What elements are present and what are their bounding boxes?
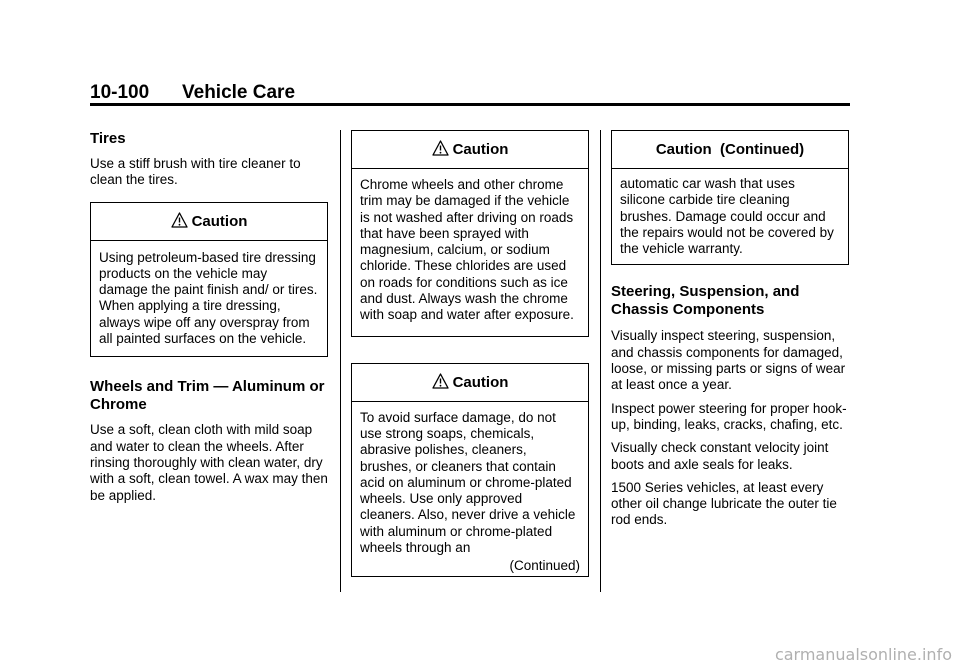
warning-triangle-icon <box>432 373 449 389</box>
steering-paragraph-3: Visually check constant velocity joint boots and axle seals for leaks. <box>611 440 829 472</box>
caution-box-chrome <box>351 130 589 337</box>
caution-box-tires <box>90 202 328 358</box>
caution-body: Using petroleum-based tire dressing products on the vehicle may damage the paint finish and/ or tires. When applying a tire dressing, always wipe off any overspray from all painted surfaces on the vehicle. <box>99 249 318 347</box>
tires-text: Use a stiff brush with tire cleaner to clean the tires. <box>90 156 301 188</box>
steering-paragraph-1: Visually inspect steering, suspension, and chassis components for damaged, loose, or missing parts or signs of wear at least once a year. <box>611 328 846 393</box>
caution-label: Caution <box>452 141 509 158</box>
steering-heading: Steering, Suspension, and Chassis Components <box>611 283 800 319</box>
column-2 <box>351 128 591 577</box>
steering-paragraph-4: 1500 Series vehicles, at least every other oil change lubricate the outer tie rod ends. <box>611 479 837 528</box>
page-number: 10-100 <box>90 82 150 103</box>
caution-title: Caution (Continued) <box>612 131 848 169</box>
steering-paragraph-2: Inspect power steering for proper hook-up, binding, leaks, cracks, chafing, etc. <box>611 400 847 432</box>
caution-box-continued <box>611 130 849 265</box>
caution-label: Caution <box>191 212 248 230</box>
tires-heading: Tires <box>90 130 126 147</box>
caution-body: automatic car wash that uses silicone carbide tire cleaning brushes. Damage could occur and the repairs would not be covered by the vehicle warranty. <box>620 176 834 257</box>
warning-triangle-icon <box>432 140 449 156</box>
column-1 <box>90 128 330 504</box>
warning-triangle-icon <box>171 212 188 228</box>
wheels-heading: Wheels and Trim — Aluminum or Chrome <box>90 378 325 414</box>
caution-body: Chrome wheels and other chrome trim may be damaged if the vehicle is not washed after driving on roads that have been sprayed with magnesium, calcium, or sodium chloride. These chlorides are used on roads for conditions such as ice and dust. Always wash the chrome with soap and water after exposure. <box>360 177 574 323</box>
column-3 <box>611 128 851 529</box>
section-title: Vehicle Care <box>182 82 296 103</box>
column-divider-1 <box>340 130 341 592</box>
caution-body <box>352 402 588 577</box>
watermark: carmanualsonline.info <box>774 645 952 664</box>
wheels-text: Use a soft, clean cloth with mild soap and water to clean the wheels. After rinsing thoroughly with clean water, dry with a soft, clean towel. A wax may then be applied. <box>90 422 328 503</box>
caution-title <box>352 131 588 169</box>
column-divider-2 <box>600 130 601 592</box>
caution-label: Caution <box>452 373 509 391</box>
caution-title <box>91 203 327 241</box>
header-rule <box>90 103 850 106</box>
continued-label: (Continued) <box>509 558 580 574</box>
caution-title <box>352 364 588 402</box>
caution-text: To avoid surface damage, do not use strong soaps, chemicals, abrasive polishes, cleaners, brushes, or cleaners that contain acid on aluminum or chrome-plated wheels. Use only approved cleaners. Also, never drive a vehicle with aluminum or chrome-plated wheels through an <box>360 409 576 556</box>
caution-box-aluminum <box>351 363 589 578</box>
